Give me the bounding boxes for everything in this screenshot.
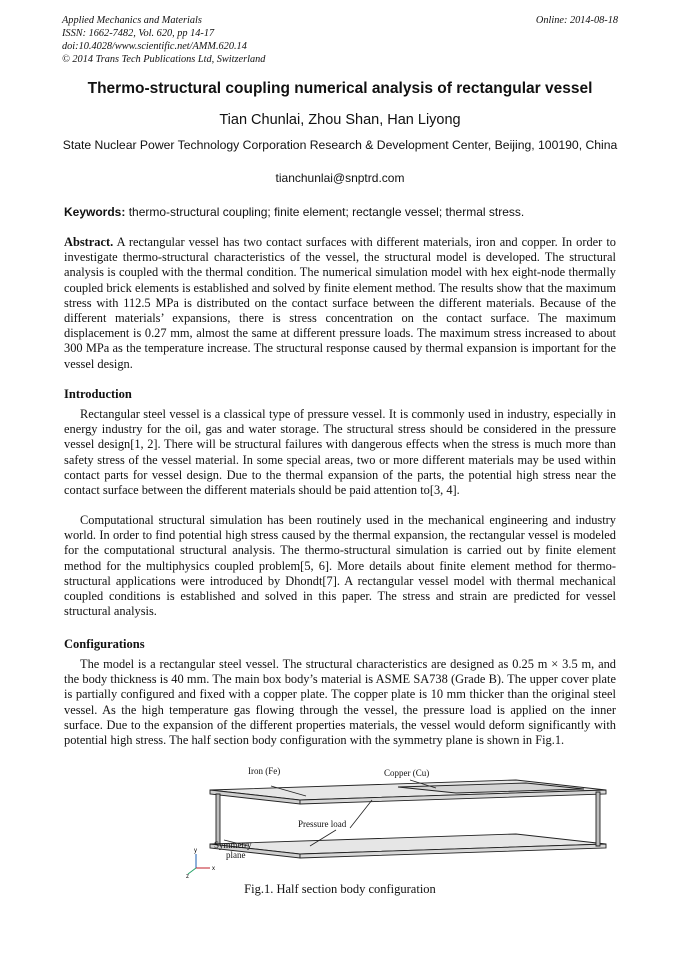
keywords-label: Keywords: xyxy=(64,205,126,219)
abstract xyxy=(64,235,616,372)
introduction-heading: Introduction xyxy=(64,387,132,401)
figure-caption: Fig.1. Half section body configuration xyxy=(244,882,436,896)
paper-title: Thermo-structural coupling numerical analysis of rectangular vessel xyxy=(87,80,593,97)
keywords xyxy=(64,205,616,219)
axis-y-label: y xyxy=(194,848,197,854)
axis-z-label: z xyxy=(186,874,189,878)
vessel-body xyxy=(210,780,606,858)
introduction-paragraph-2: Computational structural simulation has been routinely used in the mechanical engineering and industry world. In order to find potential high stress caused by the thermal expansion, the rectangular vessel is modeled for the computational structural analysis. The thermo-structural simulation is carried out by finite element method for the multiphysics coupled problem[5, 6]. More details about finite element method for thermo-structural applications were introduced by Dhondt[7]. A rectangular vessel model with thermal mechanical coupled conditions is established and solved in this paper. The stress and strain are predicted for vessel structural analysis. xyxy=(64,513,616,619)
abstract-text: A rectangular vessel has two contact surfaces with different materials, iron and copper. In order to investigate thermo-structural characteristics of the vessel, the structural model is developed. The structural analysis is coupled with the thermal condition. The numerical simulation model with hex eight-node thermally coupled brick elements is established and solved by finite element method. The results show that the maximum stress with 112.5 MPa is distributed on the contact surface between the different materials. Because of the different materials’ expansions, there is stress concentration on the contact surface. The maximum displacement is 0.27 mm, almost the same at different pressure loads. The maximum stress increased to about 300 MPa as the temperature increase. The structural response caused by thermal expansion is important for the vessel design. xyxy=(64,235,616,371)
axis-z-line xyxy=(188,868,196,874)
online-date: Online: 2014-08-18 xyxy=(535,15,618,26)
axis-x-label: x xyxy=(212,866,215,872)
configurations-paragraph-1: The model is a rectangular steel vessel. The structural characteristics are designed as 0.25 m × 3.5 m, and the body thickness is 40 mm. The main box body’s material is ASME SA738 (Grade B). The upper cover plate is partially configured and fixed with a copper plate. The copper plate is 10 mm thicker than the original steel vessel. As the high temperature gas flowing through the vessel, the pressure load is applied on the inner surface. Due to the expansion of the different properties materials, the vessel would deform significantly with potential high stress. The half section body configuration with the symmetry plane is shown in Fig.1. xyxy=(64,657,616,748)
configurations-heading: Configurations xyxy=(64,637,145,651)
figure-vessel-diagram xyxy=(186,766,616,878)
paper-authors: Tian Chunlai, Zhou Shan, Han Liyong xyxy=(219,112,461,128)
pressure-leader-2 xyxy=(350,800,372,828)
symmetry-wall xyxy=(216,794,220,846)
page-header xyxy=(62,14,618,66)
author-email: tianchunlai@snptrd.com xyxy=(275,171,405,185)
end-wall xyxy=(596,792,600,846)
label-iron: Iron (Fe) xyxy=(248,766,281,776)
label-symmetry-2: plane xyxy=(226,850,246,860)
axis-triad xyxy=(186,848,215,878)
introduction-paragraph-1: Rectangular steel vessel is a classical type of pressure vessel. It is commonly used in industry, especially in energy industry for the oil, gas and water storage. The structural stress should be considered in the pressure vessel design[1, 2]. There will be structural failures with dangerous effects when the stress is much more than safety stress of the vessel material. In some special areas, two or more different materials may be used within contact parts for vessel design. Due to the thermal expansion of the parts, the potential high stress near the contact surface between the different materials should be paid attention to[3, 4]. xyxy=(64,407,616,498)
label-copper: Copper (Cu) xyxy=(384,768,430,778)
journal-issn: ISSN: 1662-7482, Vol. 620, pp 14-17 xyxy=(62,28,215,39)
paper-affiliation: State Nuclear Power Technology Corporation Research & Development Center, Beijing, 100190, China xyxy=(62,138,618,152)
journal-copyright: © 2014 Trans Tech Publications Ltd, Switzerland xyxy=(62,54,266,65)
keywords-text: thermo-structural coupling; finite element; rectangle vessel; thermal stress. xyxy=(128,205,525,219)
label-pressure: Pressure load xyxy=(298,819,347,829)
label-symmetry-1: Symmetry xyxy=(214,840,252,850)
journal-name: Applied Mechanics and Materials xyxy=(62,15,202,26)
journal-doi: doi:10.4028/www.scientific.net/AMM.620.14 xyxy=(62,41,247,52)
abstract-label: Abstract. xyxy=(64,235,114,249)
